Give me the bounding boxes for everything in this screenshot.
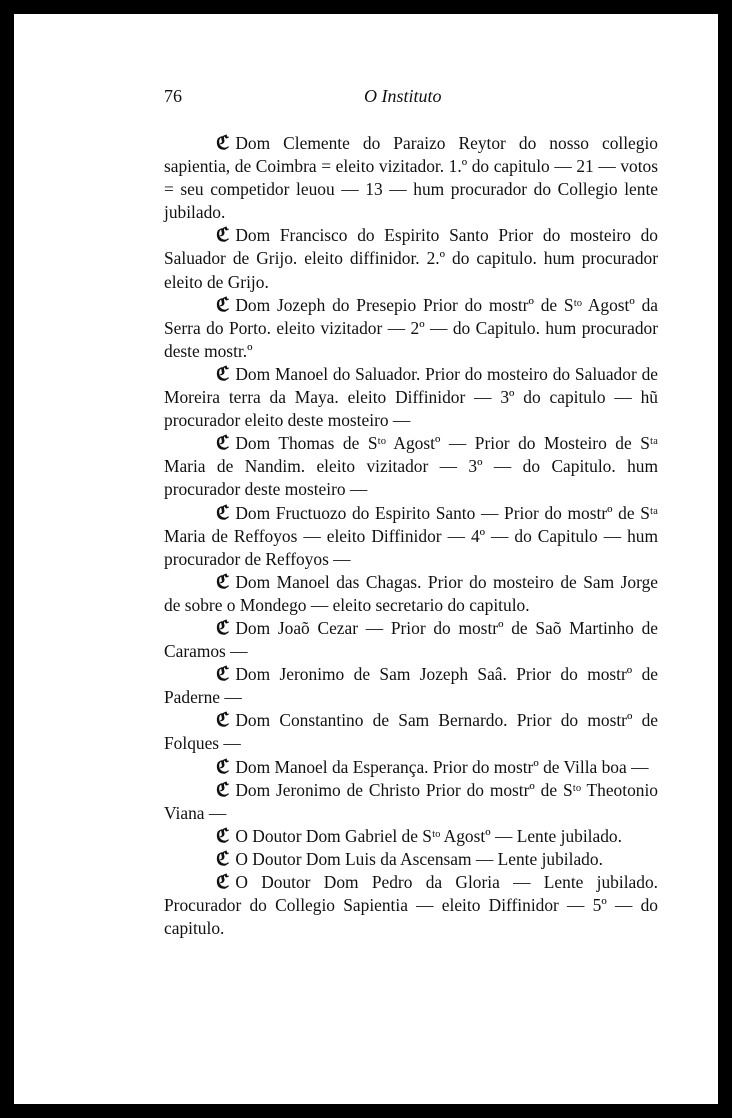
entry-text: Dom Thomas de Sᵗᵒ Agostº — Prior do Mosteiro de Sᵗᵃ Maria de Nandim. eleito vizitador — 3º — do Capitulo. hum procurador deste mosteiro —: [164, 433, 658, 500]
capitulum-mark: ℭ: [216, 825, 230, 847]
capitulum-mark: ℭ: [216, 225, 230, 247]
entry: [164, 432, 658, 501]
entry: [164, 571, 658, 617]
entry: [164, 871, 658, 940]
entry: [164, 663, 658, 709]
entry-text: O Doutor Dom Gabriel de Sᵗᵒ Agostº — Lente jubilado.: [235, 825, 622, 846]
entry: [164, 294, 658, 363]
page-number: 76: [164, 86, 182, 106]
entry: [164, 709, 658, 755]
entry-text: O Doutor Dom Luis da Ascensam — Lente jubilado.: [235, 848, 603, 869]
capitulum-mark: ℭ: [216, 363, 230, 385]
entry-text: Dom Constantino de Sam Bernardo. Prior do mostrº de Folques —: [164, 710, 658, 754]
capitulum-mark: ℭ: [216, 294, 230, 316]
entry: [164, 825, 658, 848]
entry: [164, 779, 658, 825]
entry-text: Dom Jeronimo de Sam Jozeph Saâ. Prior do mostrº de Paderne —: [164, 664, 658, 708]
capitulum-mark: ℭ: [216, 502, 230, 524]
entry: [164, 617, 658, 663]
entry-text: Dom Joaõ Cezar — Prior do mostrº de Saõ Martinho de Caramos —: [164, 617, 658, 662]
capitulum-mark: ℭ: [216, 571, 230, 593]
capitulum-mark: ℭ: [216, 664, 230, 686]
capitulum-mark: ℭ: [216, 756, 230, 778]
capitulum-mark: ℭ: [216, 710, 230, 732]
capitulum-mark: ℭ: [216, 779, 230, 801]
capitulum-mark: ℭ: [216, 872, 230, 893]
entry-text: Dom Manoel da Esperança. Prior do mostrº de Villa boa —: [235, 756, 649, 777]
entry-text: Dom Francisco do Espirito Santo Prior do mosteiro do Saluador de Grijo. eleito diffinidor. 2.º do capitulo. hum procurador eleito de Grijo.: [164, 225, 658, 292]
capitulum-mark: ℭ: [216, 848, 230, 870]
entry-text: Dom Jozeph do Presepio Prior do mostrº de Sᵗᵒ Agostº da Serra do Porto. eleito vizitador — 2º — do Capitulo. hum procurador deste mostr.º: [164, 294, 658, 361]
running-title: O Instituto: [364, 86, 442, 106]
entry: [164, 502, 658, 571]
capitulum-mark: ℭ: [216, 617, 230, 639]
document-page: [14, 14, 718, 1104]
capitulum-mark: ℭ: [216, 133, 230, 154]
entry: [164, 848, 658, 871]
capitulum-mark: ℭ: [216, 433, 230, 455]
entry: [164, 132, 658, 224]
entry-text: Dom Fructuozo do Espirito Santo — Prior do mostrº de Sᵗᵃ Maria de Reffoyos — eleito Diffinidor — 4º — do Capitulo — hum procurador de Reffoyos —: [164, 502, 658, 569]
entry-text: Dom Jeronimo de Christo Prior do mostrº de Sᵗᵒ Theotonio Viana —: [164, 779, 658, 823]
entry: [164, 224, 658, 293]
entry-list: [164, 132, 658, 940]
entry: [164, 363, 658, 432]
entry-text: Dom Clemente do Paraizo Reytor do nosso collegio sapientia, de Coimbra = eleito vizitador. 1.º do capitulo — 21 — votos = seu competidor leuou — 13 — hum procurador do Collegio lente jubilado.: [164, 133, 658, 223]
entry-text: Dom Manoel do Saluador. Prior do mosteiro do Saluador de Moreira terra da Maya. eleito Diffinidor — 3º do capitulo — hũ procurador eleito deste mosteiro —: [164, 363, 658, 431]
entry-text: Dom Manoel das Chagas. Prior do mosteiro de Sam Jorge de sobre o Mondego — eleito secretario do capitulo.: [164, 571, 658, 615]
entry-text: O Doutor Dom Pedro da Gloria — Lente jubilado. Procurador do Collegio Sapientia — eleito Diffinidor — 5º — do capitulo.: [164, 872, 658, 939]
page-header: [164, 86, 658, 110]
entry: [164, 756, 658, 779]
